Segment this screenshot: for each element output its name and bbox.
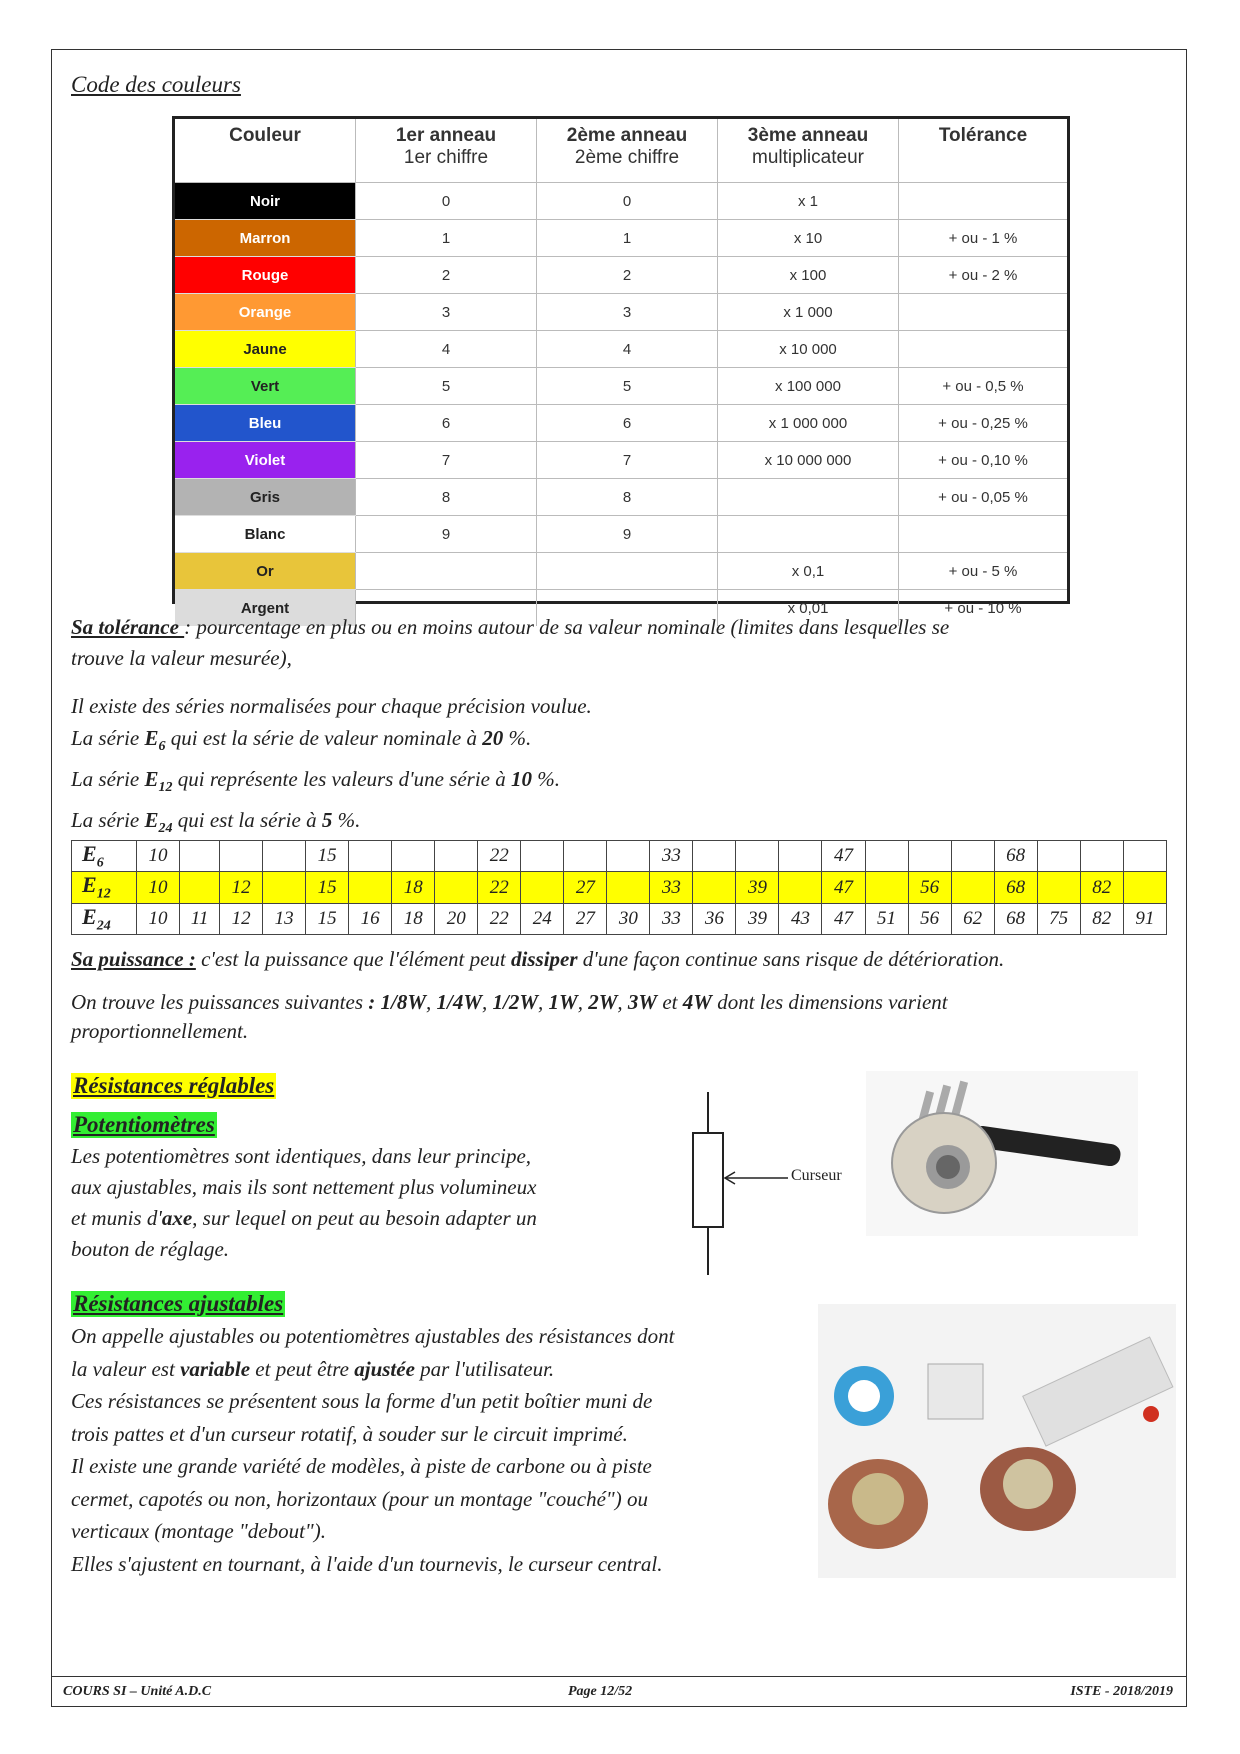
series-row-e12	[72, 872, 1167, 903]
series-value-cell: 56	[908, 872, 951, 903]
series-label: $E_{24}$	[72, 903, 137, 934]
color-code-row	[175, 442, 1067, 479]
series-value-cell: 33	[650, 872, 693, 903]
tolerance-text-2: trouve la valeur mesurée),	[71, 646, 292, 670]
footer-course: COURS SI – Unité A.D.C	[63, 1684, 212, 1699]
multiplier-cell: x 100	[718, 257, 899, 294]
series-value-cell: 10	[137, 872, 180, 903]
series-value-cell	[779, 872, 822, 903]
series-value-cell: 15	[306, 841, 349, 872]
series-value-cell	[736, 841, 779, 872]
color-code-row	[175, 479, 1067, 516]
series-value-cell: 22	[478, 841, 521, 872]
multiplier-cell: x 100 000	[718, 368, 899, 405]
series-value-cell: 56	[908, 903, 951, 934]
series-value-cell	[1037, 872, 1080, 903]
series-value-cell	[263, 841, 306, 872]
multiplier-cell: x 10 000 000	[718, 442, 899, 479]
series-value-cell: 82	[1080, 872, 1123, 903]
series-value-cell	[693, 841, 736, 872]
color-name-cell: Violet	[175, 442, 356, 479]
series-value-cell: 43	[779, 903, 822, 934]
puissance-values: On trouve les puissances suivantes : 1/8W, 1/4W, 1/2W, 1W, 2W, 3W et 4W dont les dimensions varient proportionnellement.	[71, 990, 948, 1043]
header-tolerance: Tolérance	[899, 119, 1068, 183]
footer-page-number: Page 12/52	[568, 1684, 633, 1699]
second-digit-cell: 5	[537, 368, 718, 405]
potentiometres-text: Les potentiomètres sont identiques, dans leur principe, aux ajustables, mais ils sont nettement plus volumineux et munis d'axe, sur lequel on peut au besoin adapter un bouton de réglage.	[71, 1144, 537, 1261]
series-value-cell	[349, 872, 392, 903]
series-value-cell: 22	[478, 872, 521, 903]
series-value-cell	[564, 841, 607, 872]
ajustables-text: On appelle ajustables ou potentiomètres ajustables des résistances dont la valeur est variable et peut être ajustée par l'utilisateur. Ces résistances se présentent sous la forme d'un petit boîtier muni de trois pattes et d'un curseur rotatif, à souder sur le circuit imprimé. Il existe une grande variété de modèles, à piste de carbone ou à piste cermet, capotés ou non, horizontaux (pour un montage "couché") ou verticaux (montage "debout"). Elles s'ajustent en tournant, à l'aide d'un tournevis, le curseur central.	[71, 1324, 675, 1576]
potentiometer-photo	[866, 1071, 1138, 1236]
multiplier-cell: x 1 000	[718, 294, 899, 331]
color-name-cell: Noir	[175, 183, 356, 220]
multiplier-cell: x 1	[718, 183, 899, 220]
first-digit-cell: 5	[356, 368, 537, 405]
tolerance-paragraph	[71, 612, 1171, 674]
color-code-row	[175, 257, 1067, 294]
series-value-cell	[865, 872, 908, 903]
series-row-e24	[72, 903, 1167, 934]
second-digit-cell: 4	[537, 331, 718, 368]
multiplier-cell: x 10 000	[718, 331, 899, 368]
color-name-cell: Gris	[175, 479, 356, 516]
tolerance-cell: + ou - 0,05 %	[899, 479, 1068, 516]
series-value-cell	[693, 872, 736, 903]
series-value-cell	[1123, 841, 1166, 872]
second-digit-cell: 9	[537, 516, 718, 553]
series-e6-line: La série $E_6$ qui est la série de valeur nominale à 20 %.	[71, 726, 532, 755]
color-code-title: Code des couleurs	[71, 72, 241, 97]
puissance-paragraph: Sa puissance : c'est la puissance que l'élément peut dissiper d'une façon continue sans risque de détérioration.	[71, 947, 1005, 971]
series-value-cell: 20	[435, 903, 478, 934]
tolerance-text: : pourcentage en plus ou en moins autour de sa valeur nominale (limites dans lesquelles se	[184, 615, 950, 639]
first-digit-cell: 3	[356, 294, 537, 331]
series-table	[71, 840, 1167, 935]
series-value-cell: 18	[392, 903, 435, 934]
second-digit-cell: 7	[537, 442, 718, 479]
second-digit-cell: 2	[537, 257, 718, 294]
series-value-cell	[180, 841, 220, 872]
series-value-cell	[220, 841, 263, 872]
series-value-cell: 12	[220, 872, 263, 903]
color-name-cell: Orange	[175, 294, 356, 331]
series-value-cell	[263, 872, 306, 903]
color-name-cell: Jaune	[175, 331, 356, 368]
potentiometer-symbol	[680, 1090, 880, 1280]
series-value-cell: 47	[822, 872, 865, 903]
tolerance-cell	[899, 294, 1068, 331]
series-value-cell	[180, 872, 220, 903]
series-value-cell	[1037, 841, 1080, 872]
series-intro	[71, 690, 1171, 846]
color-code-row	[175, 405, 1067, 442]
series-value-cell: 24	[521, 903, 564, 934]
tolerance-cell: + ou - 0,10 %	[899, 442, 1068, 479]
series-value-cell: 62	[951, 903, 994, 934]
series-value-cell: 51	[865, 903, 908, 934]
header-3eme-anneau: 3ème anneau multiplicateur	[718, 119, 899, 183]
series-value-cell: 15	[306, 903, 349, 934]
series-value-cell: 82	[1080, 903, 1123, 934]
series-value-cell	[392, 841, 435, 872]
first-digit-cell: 2	[356, 257, 537, 294]
series-value-cell: 68	[994, 872, 1037, 903]
tolerance-cell: + ou - 0,5 %	[899, 368, 1068, 405]
series-value-cell: 27	[564, 872, 607, 903]
potentiometres-heading: Potentiomètres	[73, 1112, 215, 1137]
puissance-label: Sa puissance :	[71, 947, 196, 971]
series-value-cell	[1080, 841, 1123, 872]
multiplier-cell: x 0,01	[718, 590, 899, 627]
header-1er-anneau: 1er anneau 1er chiffre	[356, 119, 537, 183]
tolerance-cell: + ou - 5 %	[899, 553, 1068, 590]
color-code-table	[172, 116, 1070, 617]
series-value-cell	[607, 872, 650, 903]
color-name-cell: Vert	[175, 368, 356, 405]
tolerance-cell: + ou - 0,25 %	[899, 405, 1068, 442]
series-value-cell: 33	[650, 903, 693, 934]
color-code-header-row	[175, 119, 1067, 183]
second-digit-cell: 0	[537, 183, 718, 220]
series-value-cell: 13	[263, 903, 306, 934]
tolerance-cell	[899, 516, 1068, 553]
series-value-cell	[951, 872, 994, 903]
tolerance-cell	[899, 183, 1068, 220]
first-digit-cell: 8	[356, 479, 537, 516]
first-digit-cell: 4	[356, 331, 537, 368]
color-name-cell: Marron	[175, 220, 356, 257]
color-name-cell: Or	[175, 553, 356, 590]
series-value-cell	[865, 841, 908, 872]
multiplier-cell	[718, 516, 899, 553]
second-digit-cell: 1	[537, 220, 718, 257]
series-e12-line: La série $E_{12}$ qui représente les valeurs d'une série à 10 %.	[71, 767, 560, 796]
header-2eme-anneau: 2ème anneau 2ème chiffre	[537, 119, 718, 183]
series-value-cell	[521, 872, 564, 903]
color-name-cell: Argent	[175, 590, 356, 627]
first-digit-cell: 0	[356, 183, 537, 220]
first-digit-cell: 9	[356, 516, 537, 553]
series-value-cell: 15	[306, 872, 349, 903]
tolerance-cell: + ou - 1 %	[899, 220, 1068, 257]
series-value-cell: 10	[137, 903, 180, 934]
first-digit-cell: 1	[356, 220, 537, 257]
color-code-row	[175, 368, 1067, 405]
page-footer	[51, 1676, 1187, 1707]
reglables-heading: Résistances réglables	[73, 1073, 275, 1098]
tolerance-label: Sa tolérance	[71, 615, 185, 639]
first-digit-cell: 6	[356, 405, 537, 442]
second-digit-cell: 8	[537, 479, 718, 516]
series-value-cell: 12	[220, 903, 263, 934]
multiplier-cell: x 10	[718, 220, 899, 257]
series-value-cell	[607, 841, 650, 872]
footer-school-year: ISTE - 2018/2019	[1070, 1684, 1173, 1699]
series-label: $E_6$	[72, 841, 137, 872]
series-value-cell: 30	[607, 903, 650, 934]
color-name-cell: Bleu	[175, 405, 356, 442]
curseur-label: Curseur	[791, 1167, 842, 1184]
series-value-cell: 27	[564, 903, 607, 934]
series-value-cell	[951, 841, 994, 872]
series-value-cell	[521, 841, 564, 872]
series-value-cell: 36	[693, 903, 736, 934]
series-value-cell	[1123, 872, 1166, 903]
series-label: $E_{12}$	[72, 872, 137, 903]
first-digit-cell	[356, 553, 537, 590]
series-value-cell: 47	[822, 903, 865, 934]
ajustables-photo	[818, 1304, 1176, 1578]
color-code-row	[175, 331, 1067, 368]
series-value-cell: 33	[650, 841, 693, 872]
ajustables-heading: Résistances ajustables	[73, 1291, 284, 1316]
second-digit-cell	[537, 553, 718, 590]
series-value-cell	[435, 841, 478, 872]
series-value-cell: 75	[1037, 903, 1080, 934]
second-digit-cell: 6	[537, 405, 718, 442]
color-name-cell: Rouge	[175, 257, 356, 294]
color-code-row	[175, 294, 1067, 331]
series-value-cell: 16	[349, 903, 392, 934]
series-value-cell: 22	[478, 903, 521, 934]
second-digit-cell: 3	[537, 294, 718, 331]
multiplier-cell: x 1 000 000	[718, 405, 899, 442]
series-value-cell: 39	[736, 872, 779, 903]
tolerance-cell: + ou - 10 %	[944, 599, 1022, 617]
series-value-cell	[779, 841, 822, 872]
series-row-e6	[72, 841, 1167, 872]
color-code-row	[175, 183, 1067, 220]
series-e24-line: La série $E_{24}$ qui est la série à 5 %.	[71, 808, 361, 837]
series-value-cell: 91	[1123, 903, 1166, 934]
tolerance-cell	[899, 331, 1068, 368]
tolerance-cell: + ou - 2 %	[899, 257, 1068, 294]
series-value-cell: 11	[180, 903, 220, 934]
color-name-cell: Blanc	[175, 516, 356, 553]
series-value-cell: 18	[392, 872, 435, 903]
color-code-row	[175, 553, 1067, 590]
first-digit-cell: 7	[356, 442, 537, 479]
series-value-cell: 68	[994, 841, 1037, 872]
series-value-cell: 68	[994, 903, 1037, 934]
series-value-cell	[349, 841, 392, 872]
series-value-cell	[908, 841, 951, 872]
multiplier-cell	[718, 479, 899, 516]
color-code-row	[175, 220, 1067, 257]
series-intro-line: Il existe des séries normalisées pour chaque précision voulue.	[71, 694, 592, 718]
color-code-row	[175, 516, 1067, 553]
series-value-cell: 47	[822, 841, 865, 872]
series-value-cell	[435, 872, 478, 903]
multiplier-cell: x 0,1	[718, 553, 899, 590]
header-couleur: Couleur	[175, 119, 356, 183]
series-value-cell: 39	[736, 903, 779, 934]
series-value-cell: 10	[137, 841, 180, 872]
